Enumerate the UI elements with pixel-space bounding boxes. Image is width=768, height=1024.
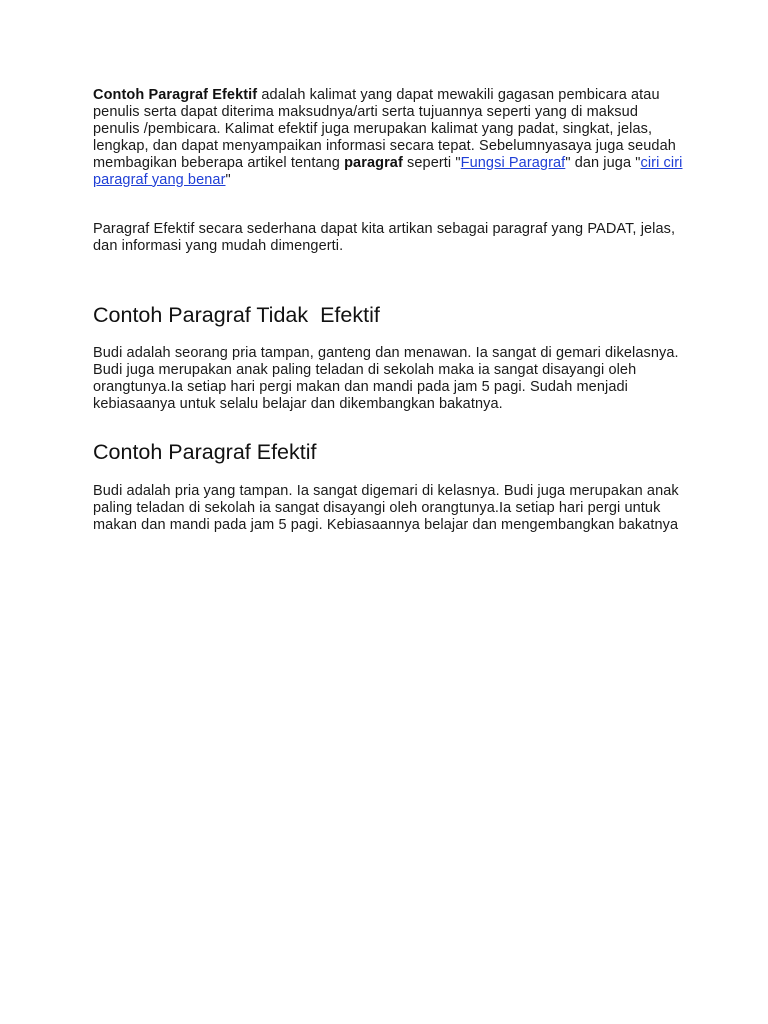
link-fungsi-paragraf[interactable]: Fungsi Paragraf <box>460 154 566 171</box>
intro-text-3: " dan juga " <box>565 154 641 171</box>
body-tidak-efektif: Budi adalah seorang pria tampan, ganteng dan menawan. Ia sangat di gemari dikelasnya. Budi juga merupakan anak paling teladan di sekolah maka ia sangat disayangi oleh orangtunya.Ia setiap hari pergi makan dan mandi pada jam 5 pagi. Sudah menjadi kebiasaanya untuk selalu belajar dan dikembangkan bakatnya. <box>93 345 679 412</box>
intro-paragraph <box>93 87 683 188</box>
intro-text-4: " <box>225 171 231 188</box>
body-efektif: Budi adalah pria yang tampan. Ia sangat digemari di kelasnya. Budi juga merupakan anak paling teladan di sekolah ia sangat disayangi oleh orangtunya.Ia setiap hari pergi untuk makan dan mandi pada jam 5 pagi. Kebiasaannya belajar dan mengembangkan bakatnya <box>93 482 679 533</box>
definition-paragraph: Paragraf Efektif secara sederhana dapat kita artikan sebagai paragraf yang PADAT, jelas, dan informasi yang mudah dimengerti. <box>93 221 676 255</box>
link-ciri-ciri-paragraf[interactable]: ciri ciri paragraf yang benar <box>93 154 683 188</box>
intro-bold-paragraf: paragraf <box>344 154 403 171</box>
document-page <box>93 87 683 534</box>
heading-efektif: Contoh Paragraf Efektif <box>93 439 317 464</box>
heading-tidak-efektif: Contoh Paragraf Tidak Efektif <box>93 303 380 328</box>
intro-text-1: adalah kalimat yang dapat mewakili gagasan pembicara atau penulis serta dapat diterima maksudnya/arti serta tujuannya seperti yang di maksud penulis /pembicara. Kalimat efektif juga merupakan kalimat yang padat, singkat, jelas, lengkap, dan dapat menyampaikan informasi secara tepat. Sebelumnyasaya juga seudah membagikan beberapa artikel tentang <box>93 87 676 171</box>
intro-bold-term: Contoh Paragraf Efektif <box>93 87 258 103</box>
intro-text-2: seperti " <box>402 154 461 171</box>
